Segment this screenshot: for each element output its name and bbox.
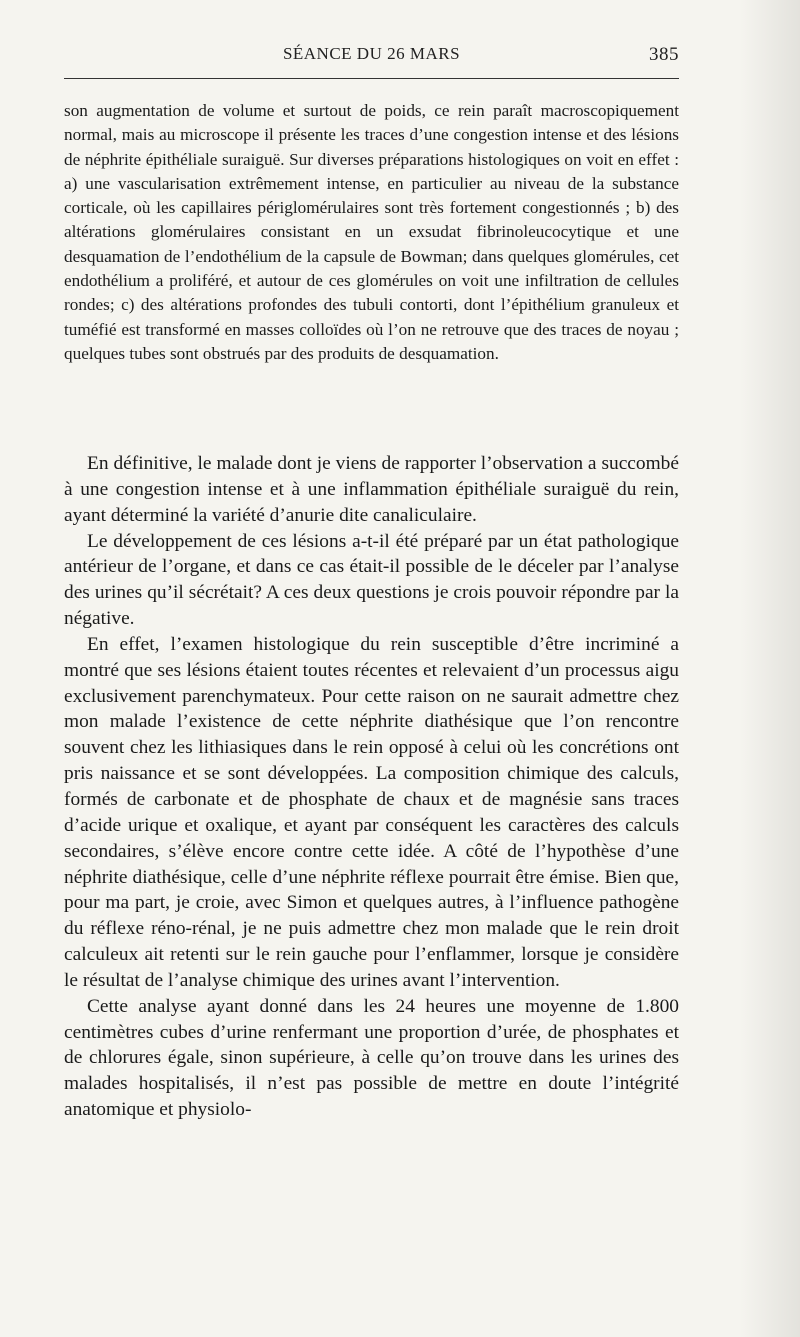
body-paragraph-1: En définitive, le malade dont je viens de rapporter l’observation a succombé à une congestion intense et à une inflammation épithéliale suraiguë du rein, ayant déterminé la variété d’anurie dite canaliculaire. [64, 453, 679, 526]
main-text-block [64, 451, 679, 1123]
page-header [64, 44, 679, 74]
small-print-paragraph: son augmentation de volume et surtout de poids, ce rein paraît macroscopiquement normal, mais au microscope il présente les traces d’une congestion intense et des lésions de néphrite épithéliale suraiguë. Sur diverses préparations histologiques on voit en effet : a) une vascularisation extrêmement intense, en particulier au niveau de la substance corticale, où les capillaires périglomérulaires sont très fortement congestionnés ; b) des altérations glomérulaires consistant en un exsudat fibrinoleucocytique et une desquamation de l’endothélium de la capsule de Bowman; dans quelques glomérules, cet endothélium a proliféré, et autour de ces glomérules on voit une infiltration de cellules rondes; c) des altérations profondes des tubuli contorti, dont l’épithélium granuleux et tuméfié est transformé en masses colloïdes où l’on ne retrouve que des traces de noyau ; quelques tubes sont obstrués par des produits de desquamation. [64, 101, 679, 363]
header-rule [64, 78, 679, 79]
body-paragraph-2: Le développement de ces lésions a-t-il été préparé par un état pathologique antérieur de l’organe, et dans ce cas était-il possible de le déceler par l’analyse des urines qu’il sécrétait? A ces deux questions je crois pouvoir répondre par la négative. [64, 530, 679, 630]
page-number: 385 [649, 44, 679, 65]
running-title: SÉANCE DU 26 MARS [282, 44, 461, 63]
body-paragraph-3: En effet, l’examen histologique du rein susceptible d’être incriminé a montré que ses lésions étaient toutes récentes et relevaient d’un processus aigu exclusivement parenchymateux. Pour cette raison on ne saurait admettre chez mon malade l’existence de cette néphrite diathésique que l’on rencontre souvent chez les lithiasiques dans le rein opposé à celui où les concrétions ont pris naissance et se sont développées. La composition chimique des calculs, formés de carbonate et de phosphate de chaux et de magnésie sans traces d’acide urique et oxalique, et ayant par conséquent les caractères des calculs secondaires, s’élève encore contre cette idée. A côté de l’hypothèse d’une néphrite diathésique, celle d’une néphrite réflexe pourrait être émise. Bien que, pour ma part, je croie, avec Simon et quelques autres, à l’influence pathogène du réflexe réno-rénal, je ne puis admettre chez mon malade que le rein droit calculeux ait retenti sur le rein gauche pour l’enflammer, lorsque je considère le résultat de l’analyse chimique des urines avant l’intervention. [64, 633, 679, 991]
page-edge-shadow [740, 0, 800, 1337]
small-print-block [64, 99, 679, 366]
body-paragraph-4: Cette analyse ayant donné dans les 24 heures une moyenne de 1.800 centimètres cubes d’urine renfermant une proportion d’urée, de phosphates et de chlorures égale, sinon supérieure, à celle qu’on trouve dans les urines des malades hospitalisés, il n’est pas possible de mettre en doute l’intégrité anatomique et physiolo- [64, 995, 679, 1121]
